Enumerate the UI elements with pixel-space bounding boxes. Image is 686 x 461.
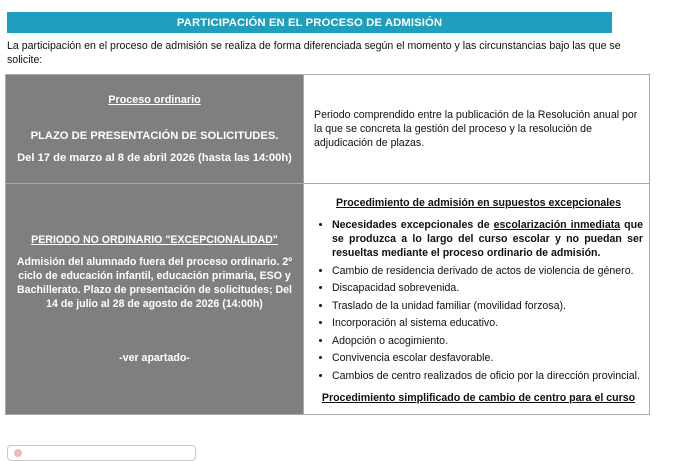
exceptional-title[interactable]: PERIODO NO ORDINARIO "EXCEPCIONALIDAD" (31, 234, 278, 246)
simplified-procedure-link[interactable]: Procedimiento simplificado de cambio de centro para el curso (321, 391, 636, 404)
ordinary-cell (6, 75, 304, 184)
list-item: • Adopción o acogimiento. (332, 334, 643, 348)
list-item: • Incorporación al sistema educativo. (332, 316, 643, 330)
exceptional-procedure-link[interactable]: Procedimiento de admisión en supuestos excepcionales (336, 197, 621, 210)
bullet-icon (14, 449, 22, 457)
exceptional-list (314, 218, 643, 383)
intro-text: La participación en el proceso de admisión se realiza de forma diferenciada según el momento y las circunstancias bajo las que se solicite: (7, 40, 621, 66)
list-item-text: que se produzca a lo largo del curso escolar y no puedan ser resueltas mediante el proceso ordinario de admisión. (332, 219, 643, 260)
ordinary-title: Proceso ordinario (108, 94, 201, 106)
exceptional-cell (6, 184, 304, 415)
exceptional-text: Admisión del alumnado fuera del proceso ordinario. 2º ciclo de educación infantil, educación primaria, ESO y Bachillerato. Plazo de presentación de solicitudes; Del 14 de julio al 28 de agosto de 2026 (14:00h) (16, 256, 293, 310)
ordinary-subtitle: PLAZO DE PRESENTACIÓN DE SOLICITUDES. (30, 130, 279, 142)
exceptional-details (304, 184, 650, 415)
see-section-link[interactable]: -ver apartado- (119, 352, 190, 364)
immediate-schooling-link[interactable]: escolarización inmediata (493, 219, 621, 232)
ordinary-dates: Del 17 de marzo al 8 de abril 2026 (hasta las 14:00h) (17, 152, 292, 164)
list-item: • Cambios de centro realizados de oficio por la dirección provincial. (332, 369, 643, 383)
ordinary-description: Periodo comprendido entre la publicación de la Resolución anual por la que se concreta la gestión del proceso y la resolución de adjudicación de plazas. (304, 75, 650, 184)
list-item (332, 218, 643, 260)
page-title: PARTICIPACIÓN EN EL PROCESO DE ADMISIÓN (176, 16, 443, 29)
list-item-text: Necesidades excepcionales de (332, 219, 494, 232)
list-item: • Cambio de residencia derivado de actos de violencia de género. (332, 264, 643, 278)
page-title-banner (7, 12, 612, 33)
admission-table (5, 74, 650, 415)
list-item: • Discapacidad sobrevenida. (332, 281, 643, 295)
table-row-ordinary (6, 75, 650, 184)
table-row-exceptional (6, 184, 650, 415)
list-item: • Convivencia escolar desfavorable. (332, 351, 643, 365)
list-item: • Traslado de la unidad familiar (movilidad forzosa). (332, 299, 643, 313)
partial-bottom-button[interactable] (7, 445, 196, 461)
